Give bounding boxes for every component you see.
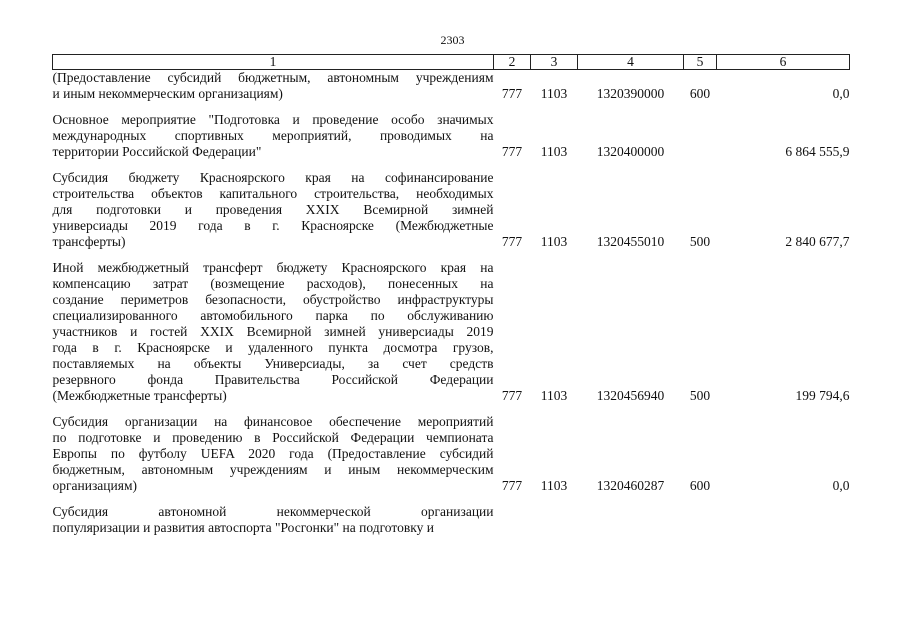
description-line: популяризации и развития автоспорта "Росгонки" на подготовку и (52, 520, 434, 535)
row-spacer-cell (53, 102, 850, 112)
description-line: для подготовки и проведения XXIX Всемирной зимней (52, 202, 494, 217)
row-code-section: 1103 (540, 144, 568, 159)
row-amount: 199 794,6 (795, 388, 850, 403)
row-code-expense: 500 (689, 234, 711, 249)
row-code-admin: 777 (501, 144, 523, 159)
header-col-5: 5 (684, 55, 717, 70)
description-line: резервного фонда Правительства Российской Федерации (52, 372, 494, 387)
header-col-6: 6 (717, 55, 850, 70)
row-spacer (53, 160, 850, 170)
row-amount: 6 864 555,9 (785, 144, 850, 159)
description-line: Иной межбюджетный трансферт бюджету Красноярского края на (52, 260, 494, 275)
description-line: по подготовке и проведению в Российской Федерации чемпионата (52, 430, 494, 445)
header-col-4: 4 (578, 55, 684, 70)
row-spacer-cell (53, 494, 850, 504)
description-line: (Межбюджетные трансферты) (52, 388, 227, 403)
row-code-expense: 600 (689, 86, 711, 101)
row-code-admin: 777 (501, 388, 523, 403)
row-description (53, 414, 494, 494)
description-line: универсиады 2019 года в г. Красноярске (Межбюджетные (52, 218, 494, 233)
row-code-target: 1320460287 (596, 478, 665, 493)
row-amount (717, 504, 850, 536)
table-row (53, 260, 850, 404)
description-line: Субсидия автономной некоммерческой организации (52, 504, 494, 519)
row-description (53, 260, 494, 404)
table-row (53, 112, 850, 160)
table-row (53, 414, 850, 494)
row-code-target: 1320390000 (596, 86, 665, 101)
table-header (53, 55, 850, 70)
row-code-expense (684, 112, 717, 160)
description-line: (Предоставление субсидий бюджетным, автономным учреждениям (52, 70, 494, 85)
table-row (53, 170, 850, 250)
row-spacer (53, 250, 850, 260)
row-code-admin: 777 (501, 234, 523, 249)
description-line: международных спортивных мероприятий, проводимых на (52, 128, 494, 143)
row-code-section: 1103 (540, 388, 568, 403)
row-code-admin: 777 (501, 86, 523, 101)
header-col-2: 2 (494, 55, 531, 70)
description-line: территории Российской Федерации" (52, 144, 262, 159)
row-code-admin (494, 504, 531, 536)
header-row (53, 55, 850, 70)
table-row (53, 70, 850, 103)
description-line: Европы по футболу UEFA 2020 года (Предоставление субсидий (52, 446, 494, 461)
row-code-target: 1320456940 (596, 388, 665, 403)
row-code-expense: 500 (689, 388, 711, 403)
description-line: Основное мероприятие "Подготовка и проведение особо значимых (52, 112, 494, 127)
page-number: 2303 (440, 33, 465, 47)
row-spacer-cell (53, 160, 850, 170)
row-code-target (578, 504, 684, 536)
row-code-expense (684, 504, 717, 536)
description-line: бюджетным, автономным учреждениям и иным некоммерческим (52, 462, 494, 477)
description-line: Субсидия бюджету Красноярского края на софинансирование (52, 170, 494, 185)
description-line: создание периметров безопасности, обустройство инфраструктуры (52, 292, 494, 307)
row-spacer (53, 102, 850, 112)
description-line: Субсидия организации на финансовое обеспечение мероприятий (52, 414, 494, 429)
description-line: трансферты) (52, 234, 126, 249)
row-description (53, 504, 494, 536)
description-line: участников и гостей XXIX Всемирной зимней универсиады 2019 (52, 324, 494, 339)
header-col-3: 3 (531, 55, 578, 70)
row-amount: 2 840 677,7 (785, 234, 850, 249)
row-code-section: 1103 (540, 234, 568, 249)
row-amount: 0,0 (832, 86, 850, 101)
row-code-target: 1320455010 (596, 234, 665, 249)
row-description (53, 70, 494, 103)
row-code-admin: 777 (501, 478, 523, 493)
description-line: года в г. Красноярске и удаленного пункта досмотра грузов, (52, 340, 494, 355)
description-line: строительства объектов капитального строительства, необходимых (52, 186, 494, 201)
row-code-section (531, 504, 578, 536)
description-line: организациям) (52, 478, 138, 493)
row-spacer (53, 404, 850, 414)
row-code-target: 1320400000 (596, 144, 665, 159)
description-line: специализированного автомобильного парка по обслуживанию (52, 308, 494, 323)
table-row (53, 504, 850, 536)
row-spacer (53, 494, 850, 504)
header-col-1: 1 (53, 55, 494, 70)
row-amount: 0,0 (832, 478, 850, 493)
table-body (53, 70, 850, 537)
row-spacer-cell (53, 250, 850, 260)
row-code-expense: 600 (689, 478, 711, 493)
row-description (53, 112, 494, 160)
row-spacer-cell (53, 404, 850, 414)
description-line: поставляемых на объекты Универсиады, за счет средств (52, 356, 494, 371)
budget-table (52, 54, 850, 536)
description-line: и иным некоммерческим организациям) (52, 86, 283, 101)
row-code-section: 1103 (540, 86, 568, 101)
row-description (53, 170, 494, 250)
row-code-section: 1103 (540, 478, 568, 493)
description-line: компенсацию затрат (возмещение расходов), понесенных на (52, 276, 494, 291)
